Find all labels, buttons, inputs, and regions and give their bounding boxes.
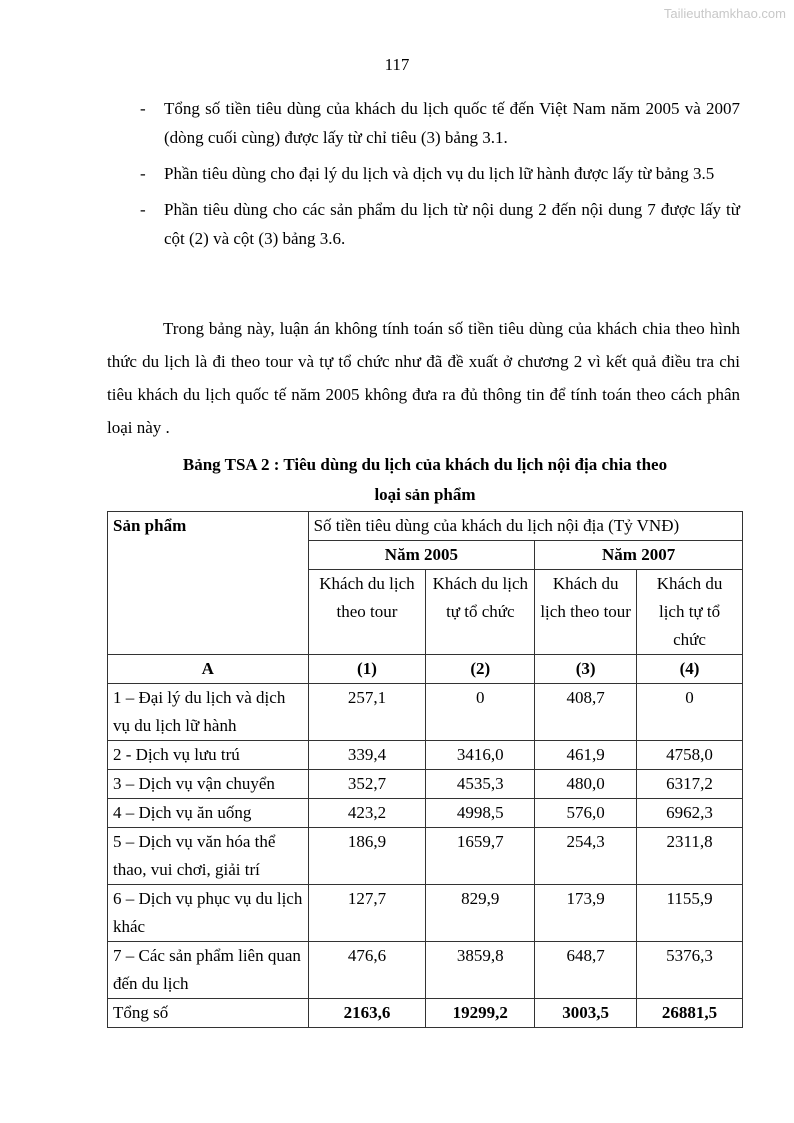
bullet-text: Phần tiêu dùng cho các sản phẩm du lịch từ nội dung 2 đến nội dung 7 được lấy từ cột (2) và cột (3) bảng 3.6. xyxy=(164,200,740,248)
value-cell: 254,3 xyxy=(535,828,637,885)
bullet-item xyxy=(140,94,740,152)
value-cell: 476,6 xyxy=(308,942,426,999)
subheader-cell: Khách du lịch tự tổ chức xyxy=(637,570,743,655)
product-cell: 1 – Đại lý du lịch và dịch vụ du lịch lữ hành xyxy=(108,684,309,741)
table-caption xyxy=(107,450,743,510)
value-cell: 829,9 xyxy=(426,885,535,942)
value-cell: 576,0 xyxy=(535,799,637,828)
value-cell: 6317,2 xyxy=(637,770,743,799)
bullet-item xyxy=(140,159,740,188)
subheader-cell: Khách du lịch theo tour xyxy=(308,570,426,655)
value-cell: 4535,3 xyxy=(426,770,535,799)
value-cell: 3859,8 xyxy=(426,942,535,999)
product-cell: 5 – Dịch vụ văn hóa thể thao, vui chơi, giải trí xyxy=(108,828,309,885)
product-cell: 2 - Dịch vụ lưu trú xyxy=(108,741,309,770)
table-row xyxy=(108,799,743,828)
bullet-list xyxy=(140,94,740,260)
value-cell: 423,2 xyxy=(308,799,426,828)
body-paragraph: Trong bảng này, luận án không tính toán số tiền tiêu dùng của khách chia theo hình thức du lịch là đi theo tour và tự tổ chức như đã đề xuất ở chương 2 vì kết quả điều tra chi tiêu khách du lịch quốc tế năm 2005 không đưa ra đủ thông tin để tính toán theo cách phân loại này . xyxy=(107,319,740,437)
index-cell: (4) xyxy=(637,655,743,684)
index-row xyxy=(108,655,743,684)
subheader-cell: Khách du lịch theo tour xyxy=(535,570,637,655)
header-spending: Số tiền tiêu dùng của khách du lịch nội địa (Tỷ VNĐ) xyxy=(308,512,742,541)
table-row xyxy=(108,741,743,770)
index-cell: A xyxy=(108,655,309,684)
value-cell: 186,9 xyxy=(308,828,426,885)
value-cell: 480,0 xyxy=(535,770,637,799)
value-cell: 173,9 xyxy=(535,885,637,942)
total-value: 19299,2 xyxy=(426,999,535,1028)
value-cell: 3416,0 xyxy=(426,741,535,770)
value-cell: 2311,8 xyxy=(637,828,743,885)
bullet-item xyxy=(140,195,740,253)
value-cell: 461,9 xyxy=(535,741,637,770)
value-cell: 6962,3 xyxy=(637,799,743,828)
index-cell: (3) xyxy=(535,655,637,684)
total-value: 26881,5 xyxy=(637,999,743,1028)
value-cell: 0 xyxy=(637,684,743,741)
index-cell: (1) xyxy=(308,655,426,684)
table-row xyxy=(108,942,743,999)
index-cell: (2) xyxy=(426,655,535,684)
total-value: 3003,5 xyxy=(535,999,637,1028)
page-number: 117 xyxy=(384,55,410,74)
value-cell: 1659,7 xyxy=(426,828,535,885)
product-cell: 6 – Dịch vụ phục vụ du lịch khác xyxy=(108,885,309,942)
bullet-dash: - xyxy=(140,99,146,118)
bullet-text: Phần tiêu dùng cho đại lý du lịch và dịch vụ du lịch lữ hành được lấy từ bảng 3.5 xyxy=(164,164,715,183)
bullet-dash: - xyxy=(140,164,146,183)
caption-line-2: loại sản phẩm xyxy=(374,485,476,504)
bullet-dash: - xyxy=(140,200,146,219)
value-cell: 352,7 xyxy=(308,770,426,799)
value-cell: 127,7 xyxy=(308,885,426,942)
bullet-text: Tổng số tiền tiêu dùng của khách du lịch quốc tế đến Việt Nam năm 2005 và 2007 (dòng cuối cùng) được lấy từ chỉ tiêu (3) bảng 3.1. xyxy=(164,99,740,147)
value-cell: 408,7 xyxy=(535,684,637,741)
total-row xyxy=(108,999,743,1028)
header-product: Sản phẩm xyxy=(108,512,309,655)
table-row xyxy=(108,684,743,741)
table-row xyxy=(108,885,743,942)
table-row xyxy=(108,770,743,799)
product-cell: 4 – Dịch vụ ăn uống xyxy=(108,799,309,828)
subheader-cell: Khách du lịch tự tổ chức xyxy=(426,570,535,655)
product-cell: 7 – Các sản phẩm liên quan đến du lịch xyxy=(108,942,309,999)
header-row xyxy=(108,512,743,541)
value-cell: 1155,9 xyxy=(637,885,743,942)
value-cell: 4998,5 xyxy=(426,799,535,828)
value-cell: 339,4 xyxy=(308,741,426,770)
value-cell: 648,7 xyxy=(535,942,637,999)
table-row xyxy=(108,828,743,885)
tsa2-table xyxy=(107,511,743,1028)
header-year-2007: Năm 2007 xyxy=(535,541,743,570)
caption-line-1: Bảng TSA 2 : Tiêu dùng du lịch của khách du lịch nội địa chia theo xyxy=(182,455,668,474)
watermark: Tailieuthamkhao.com xyxy=(663,6,786,21)
product-cell: 3 – Dịch vụ vận chuyển xyxy=(108,770,309,799)
value-cell: 5376,3 xyxy=(637,942,743,999)
header-year-2005: Năm 2005 xyxy=(308,541,535,570)
total-value: 2163,6 xyxy=(308,999,426,1028)
value-cell: 4758,0 xyxy=(637,741,743,770)
value-cell: 0 xyxy=(426,684,535,741)
value-cell: 257,1 xyxy=(308,684,426,741)
total-label: Tổng số xyxy=(108,999,309,1028)
